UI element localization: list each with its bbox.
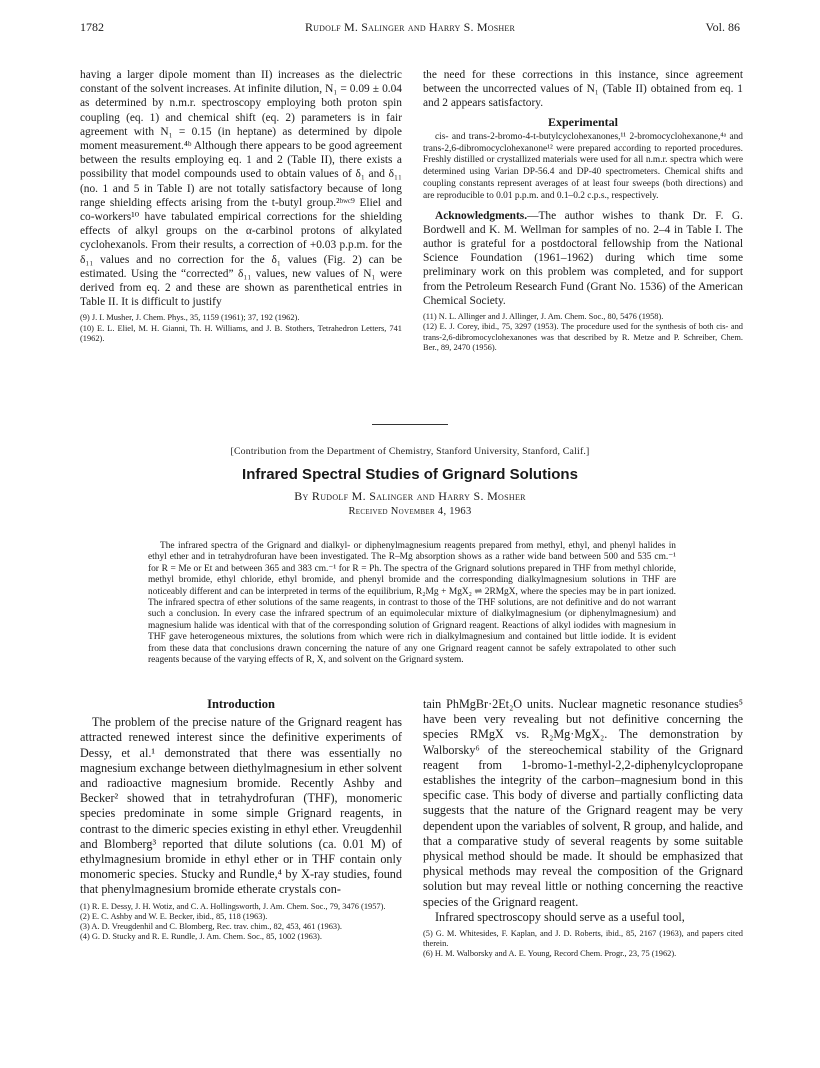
top-left-column bbox=[80, 68, 402, 345]
body-paragraph: tain PhMgBr·2Et₂O units. Nuclear magnetic resonance studies⁵ have been very revealing but not definitive concerning the species RMgX vs. R₂Mg·MgX₂. The demonstration by Walborsky⁶ of the stereochemical stability of the Grignard reagent from 1-bromo-1-methyl-2,2-diphenylcyclopropane establishes the integrity of the carbon–magnesium bond in this specific case. This body of diverse and partially conflicting data suggests that the nature of the Grignard reagent may be very dependent upon the variables of solvent, R group, and halide, and that a comparative study of several reagents by some suitable physical method should be made. It should be emphasized that physical methods may reveal the composition of the Grignard solution but may reveal little or nothing concerning the reactive species of the Grignard reagent. bbox=[423, 697, 743, 909]
footnote-12: (12) E. J. Corey, ibid., 75, 3297 (1953). The procedure used for the synthesis of both cis- and trans-2,6-dibromocyclohexanones was that described by R. Metze and P. Schreiber, Chem. Ber., 89, 2470 (1956). bbox=[423, 322, 743, 353]
footnote-3: (3) A. D. Vreugdenhil and C. Blomberg, Rec. trav. chim., 82, 453, 461 (1963). bbox=[80, 922, 342, 932]
footnote-4: (4) G. D. Stucky and R. E. Rundle, J. Am. Chem. Soc., 85, 1002 (1963). bbox=[80, 932, 322, 942]
footnotes bbox=[80, 313, 402, 344]
introduction-heading: Introduction bbox=[207, 697, 275, 711]
footnote-9: (9) J. I. Musher, J. Chem. Phys., 35, 1159 (1961); 37, 192 (1962). bbox=[80, 313, 300, 323]
body-paragraph: having a larger dipole moment than II) increases as the dielectric constant of the solvent increases. At infinite dilution, N₁ = 0.09 ± 0.04 as determined by n.m.r. spectroscopy employing both proton spin coupling (eq. 1) and chemical shift (eq. 2) parameters is in fair agreement with N₁ = 0.15 (in heptane) as determined by dipole moment measurement.⁴ᵇ Although there appears to be good agreement between the results employing eq. 1 and 2 (Table II), there exists a possibility that model compounds used to obtain values of δ₁ and δ₁₁ (no. 1 and 5 in Table I) are not totally satisfactory because of long range shielding effects arising from the t-butyl group.²ᵇʷᶜ⁹ Eliel and co-workers¹⁰ have tabulated empirical corrections for the shielding effects of alkyl groups on the α-carbinol protons of alkylated cyclohexanols. From their results, a correction of +0.03 p.p.m. for the δ₁₁ values and no correction for the δ₁ values (Fig. 2) can be estimated. Using the “corrected” δ₁₁ values, new values of N₁ were derived from eq. 2 and these are shown as parenthetical entries in Table II. It is difficult to justify bbox=[80, 69, 402, 309]
footnote-2: (2) E. C. Ashby and W. E. Becker, ibid., 85, 118 (1963). bbox=[80, 911, 268, 921]
body-paragraph: Infrared spectroscopy should serve as a useful tool, bbox=[435, 909, 685, 924]
footnotes bbox=[423, 929, 743, 960]
top-right-column bbox=[423, 68, 743, 354]
experimental-text: cis- and trans-2-bromo-4-t-butylcyclohexanones,¹¹ 2-bromocyclohexanone,⁴ᵃ and trans-2,6-dibromocyclohexanone¹² were prepared according to reported procedures. Freshly distilled or crystallized materials were used for all n.m.r. spectra which were determined using Varian DP-56.4 and DP-40 spectrometers. Chemical shifts and coupling constants represent averages of at least four sweeps (both directions) and are reproducible to 0.01 p.p.m. and 0.1–0.2 c.p.s., respectively. bbox=[423, 131, 743, 201]
footnote-5: (5) G. M. Whitesides, F. Kaplan, and J. D. Roberts, ibid., 85, 2167 (1963), and papers cited therein. bbox=[423, 929, 743, 949]
bottom-right-column bbox=[423, 697, 743, 960]
footnotes bbox=[423, 312, 743, 354]
footnote-6: (6) H. M. Walborsky and A. E. Young, Record Chem. Progr., 23, 75 (1962). bbox=[423, 949, 677, 959]
footnote-1: (1) R. E. Dessy, J. H. Wotiz, and C. A. Hollingsworth, J. Am. Chem. Soc., 79, 3476 (1957). bbox=[80, 901, 386, 911]
article-authors: By Rudolf M. Salinger and Harry S. Mosher bbox=[294, 489, 526, 503]
section-divider bbox=[372, 424, 448, 425]
acknowledgments bbox=[423, 209, 743, 308]
received-date: Received November 4, 1963 bbox=[348, 506, 472, 517]
body-paragraph: The problem of the precise nature of the Grignard reagent has attracted renewed interest since the definitive experiments of Dessy, et al.¹ demonstrated that there was essentially no magnesium exchange between diethylmagnesium in ether solvent and radioactive magnesium bromide. Recently Ashby and Becker² showed that in tetrahydrofuran (THF), monomeric species predominate in some simple Grignard reagents, in contrast to the dimeric species existing in ethyl ether. Vreugdenhil and Blomberg³ reported that dilute solutions (ca. 0.01 M) of ethylmagnesium bromide in ethyl ether or in THF contain only monomeric species. Stucky and Rundle,⁴ by X-ray studies, found that phenylmagnesium bromide etherate crystals con- bbox=[80, 715, 402, 897]
volume-number: Vol. 86 bbox=[705, 20, 740, 34]
footnote-11: (11) N. L. Allinger and J. Allinger, J. Am. Chem. Soc., 80, 5476 (1958). bbox=[423, 312, 664, 322]
body-paragraph: the need for these corrections in this instance, since agreement between the uncorrected values of N₁ (Table II) obtained from eq. 1 and 2 appears satisfactory. bbox=[423, 69, 743, 110]
acknowledgments-heading: Acknowledgments. bbox=[435, 209, 528, 222]
running-header bbox=[80, 20, 740, 36]
abstract: The infrared spectra of the Grignard and dialkyl- or diphenylmagnesium reagents prepared from methyl, ethyl, and phenyl halides in ethyl ether and in tetrahydrofuran have been investigated. The R–Mg absorption shows as a rather wide band between 500 and 535 cm.⁻¹ for R = Me or Et and between 365 and 383 cm.⁻¹ for R = Ph. The spectra of the Grignard solutions prepared in THF from methyl chloride, methyl bromide, ethyl chloride, ethyl bromide, and phenyl bromide and the corresponding dialkylmagnesium solutions in THF are noticeably different and can be interpreted in terms of the equilibrium, R₂Mg + MgX₂ ⇌ 2RMgX, where the species may be in part ionized. The infrared spectra of ether solutions of the same reagents, in contrast to those of the THF solutions, are not definitive and do not warrant such a conclusion. In every case the infrared spectrum of an equimolecular mixture of dialkylmagnesium (or diphenylmagnesium) and magnesium halide was identical with that of the corresponding solution of Grignard reagent. Reactions of alkyl iodides with magnesium in THF gave heterogeneous mixtures, the solutions from which were rich in dialkylmagnesium and contained but little iodide. It is evident from these data that conclusions drawn concerning the nature of any one Grignard reagent cannot be safely extrapolated to other such reagents because of the varying effects of R, X, and solvent on the Grignard system. bbox=[148, 541, 676, 666]
footnote-10: (10) E. L. Eliel, M. H. Gianni, Th. H. Williams, and J. B. Stothers, Tetrahedron Letters, 741 (1962). bbox=[80, 323, 402, 344]
footnotes bbox=[80, 902, 402, 943]
page-number: 1782 bbox=[80, 20, 104, 34]
article-title: Infrared Spectral Studies of Grignard Solutions bbox=[242, 466, 578, 483]
acknowledgments-text: —The author wishes to thank Dr. F. G. Bordwell and K. M. Wellman for samples of no. 2–4 in Table I. The author is grateful for a postdoctoral fellowship from the National Science Foundation (1961–1962) during which time some preliminary work on this problem was completed, and for support from the Petroleum Research Fund (Grant No. 1536) of the American Chemical Society. bbox=[423, 209, 743, 307]
contribution-line: [Contribution from the Department of Chemistry, Stanford University, Stanford, Calif.] bbox=[230, 446, 590, 457]
bottom-left-column bbox=[80, 697, 402, 942]
experimental-heading: Experimental bbox=[548, 114, 618, 129]
running-title: Rudolf M. Salinger and Harry S. Mosher bbox=[304, 20, 516, 34]
